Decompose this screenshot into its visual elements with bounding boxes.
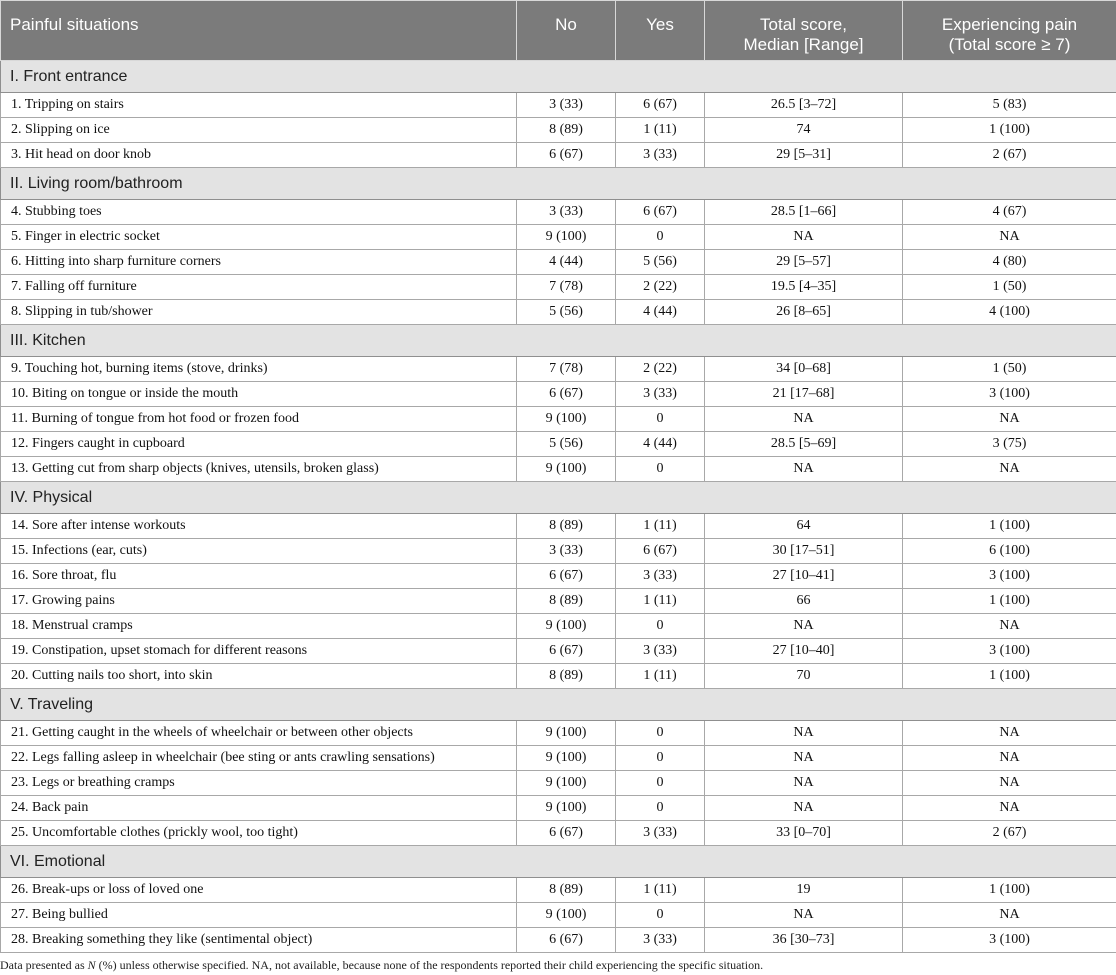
header-total-score	[705, 1, 903, 61]
header-yes: Yes	[616, 1, 705, 61]
yes-cell: 6 (67)	[616, 539, 705, 564]
section-title: I. Front entrance	[1, 61, 1116, 93]
section-title: IV. Physical	[1, 482, 1116, 514]
table-row	[1, 589, 1116, 614]
total-score-cell: 33 [0–70]	[705, 821, 903, 846]
experiencing-pain-cell: NA	[903, 721, 1116, 746]
table-body	[1, 61, 1116, 953]
table-row	[1, 225, 1116, 250]
experiencing-pain-cell: 4 (80)	[903, 250, 1116, 275]
total-score-cell: 36 [30–73]	[705, 928, 903, 953]
total-score-cell: NA	[705, 721, 903, 746]
situation-cell: 2. Slipping on ice	[1, 118, 517, 143]
yes-cell: 0	[616, 407, 705, 432]
yes-cell: 0	[616, 614, 705, 639]
situation-cell: 9. Touching hot, burning items (stove, drinks)	[1, 357, 517, 382]
section-title: V. Traveling	[1, 689, 1116, 721]
situation-cell: 22. Legs falling asleep in wheelchair (bee sting or ants crawling sensations)	[1, 746, 517, 771]
experiencing-pain-cell: 1 (100)	[903, 589, 1116, 614]
situation-cell: 3. Hit head on door knob	[1, 143, 517, 168]
yes-cell: 4 (44)	[616, 432, 705, 457]
total-score-cell: 30 [17–51]	[705, 539, 903, 564]
no-cell: 9 (100)	[517, 746, 616, 771]
table-row	[1, 928, 1116, 953]
total-score-cell: 19	[705, 878, 903, 903]
no-cell: 6 (67)	[517, 564, 616, 589]
header-row	[1, 1, 1116, 61]
yes-cell: 0	[616, 796, 705, 821]
footnote-text: (%) unless otherwise specified. NA, not available, because none of the respondents reported their child experiencing the specific situation.	[95, 958, 764, 972]
yes-cell: 4 (44)	[616, 300, 705, 325]
no-cell: 4 (44)	[517, 250, 616, 275]
total-score-cell: NA	[705, 407, 903, 432]
no-cell: 8 (89)	[517, 514, 616, 539]
no-cell: 8 (89)	[517, 878, 616, 903]
situation-cell: 14. Sore after intense workouts	[1, 514, 517, 539]
situation-cell: 15. Infections (ear, cuts)	[1, 539, 517, 564]
total-score-cell: 66	[705, 589, 903, 614]
experiencing-pain-cell: NA	[903, 771, 1116, 796]
experiencing-pain-cell: 6 (100)	[903, 539, 1116, 564]
header-total-score-line2: Median [Range]	[743, 35, 864, 54]
section-title: VI. Emotional	[1, 846, 1116, 878]
total-score-cell: 70	[705, 664, 903, 689]
total-score-cell: NA	[705, 614, 903, 639]
total-score-cell: 34 [0–68]	[705, 357, 903, 382]
table-row	[1, 407, 1116, 432]
experiencing-pain-cell: 2 (67)	[903, 821, 1116, 846]
header-no: No	[517, 1, 616, 61]
yes-cell: 0	[616, 771, 705, 796]
situation-cell: 27. Being bullied	[1, 903, 517, 928]
table-row	[1, 514, 1116, 539]
no-cell: 3 (33)	[517, 539, 616, 564]
situation-cell: 24. Back pain	[1, 796, 517, 821]
yes-cell: 3 (33)	[616, 382, 705, 407]
header-situation: Painful situations	[1, 1, 517, 61]
situation-cell: 18. Menstrual cramps	[1, 614, 517, 639]
table-row	[1, 664, 1116, 689]
experiencing-pain-cell: 2 (67)	[903, 143, 1116, 168]
experiencing-pain-cell: 1 (50)	[903, 275, 1116, 300]
experiencing-pain-cell: 1 (100)	[903, 664, 1116, 689]
table-row	[1, 250, 1116, 275]
total-score-cell: NA	[705, 746, 903, 771]
total-score-cell: 29 [5–31]	[705, 143, 903, 168]
yes-cell: 6 (67)	[616, 200, 705, 225]
experiencing-pain-cell: 5 (83)	[903, 93, 1116, 118]
situation-cell: 19. Constipation, upset stomach for different reasons	[1, 639, 517, 664]
situation-cell: 13. Getting cut from sharp objects (knives, utensils, broken glass)	[1, 457, 517, 482]
footnote-n-symbol: N	[87, 958, 96, 972]
situation-cell: 23. Legs or breathing cramps	[1, 771, 517, 796]
situation-cell: 21. Getting caught in the wheels of wheelchair or between other objects	[1, 721, 517, 746]
situation-cell: 8. Slipping in tub/shower	[1, 300, 517, 325]
experiencing-pain-cell: 1 (100)	[903, 878, 1116, 903]
yes-cell: 1 (11)	[616, 878, 705, 903]
experiencing-pain-cell: NA	[903, 903, 1116, 928]
yes-cell: 0	[616, 721, 705, 746]
table-row	[1, 432, 1116, 457]
table-row	[1, 796, 1116, 821]
no-cell: 8 (89)	[517, 589, 616, 614]
section-header-row	[1, 846, 1116, 878]
section-title: II. Living room/bathroom	[1, 168, 1116, 200]
header-experiencing-line1: Experiencing pain	[941, 15, 1078, 34]
no-cell: 7 (78)	[517, 275, 616, 300]
no-cell: 6 (67)	[517, 143, 616, 168]
header-experiencing-pain	[903, 1, 1116, 61]
table-row	[1, 118, 1116, 143]
section-title: III. Kitchen	[1, 325, 1116, 357]
yes-cell: 0	[616, 746, 705, 771]
total-score-cell: 64	[705, 514, 903, 539]
header-total-score-line1: Total score,	[760, 15, 847, 34]
no-cell: 8 (89)	[517, 664, 616, 689]
experiencing-pain-cell: 4 (100)	[903, 300, 1116, 325]
total-score-cell: 29 [5–57]	[705, 250, 903, 275]
situation-cell: 25. Uncomfortable clothes (prickly wool, too tight)	[1, 821, 517, 846]
no-cell: 5 (56)	[517, 300, 616, 325]
yes-cell: 1 (11)	[616, 589, 705, 614]
situation-cell: 1. Tripping on stairs	[1, 93, 517, 118]
table-row	[1, 357, 1116, 382]
experiencing-pain-cell: NA	[903, 614, 1116, 639]
section-header-row	[1, 61, 1116, 93]
situation-cell: 10. Biting on tongue or inside the mouth	[1, 382, 517, 407]
situation-cell: 11. Burning of tongue from hot food or frozen food	[1, 407, 517, 432]
yes-cell: 3 (33)	[616, 143, 705, 168]
total-score-cell: NA	[705, 457, 903, 482]
no-cell: 9 (100)	[517, 457, 616, 482]
total-score-cell: 27 [10–41]	[705, 564, 903, 589]
footnote-prefix: Data presented as	[0, 958, 88, 972]
no-cell: 9 (100)	[517, 903, 616, 928]
experiencing-pain-cell: 1 (100)	[903, 118, 1116, 143]
total-score-cell: 27 [10–40]	[705, 639, 903, 664]
no-cell: 9 (100)	[517, 796, 616, 821]
yes-cell: 1 (11)	[616, 118, 705, 143]
table-row	[1, 771, 1116, 796]
yes-cell: 6 (67)	[616, 93, 705, 118]
yes-cell: 0	[616, 903, 705, 928]
section-header-row	[1, 689, 1116, 721]
no-cell: 7 (78)	[517, 357, 616, 382]
table-row	[1, 639, 1116, 664]
table-row	[1, 746, 1116, 771]
experiencing-pain-cell: 4 (67)	[903, 200, 1116, 225]
total-score-cell: 19.5 [4–35]	[705, 275, 903, 300]
yes-cell: 3 (33)	[616, 821, 705, 846]
situation-cell: 28. Breaking something they like (sentimental object)	[1, 928, 517, 953]
yes-cell: 1 (11)	[616, 514, 705, 539]
total-score-cell: 28.5 [5–69]	[705, 432, 903, 457]
experiencing-pain-cell: NA	[903, 225, 1116, 250]
no-cell: 9 (100)	[517, 721, 616, 746]
situation-cell: 6. Hitting into sharp furniture corners	[1, 250, 517, 275]
yes-cell: 2 (22)	[616, 275, 705, 300]
table-row	[1, 300, 1116, 325]
total-score-cell: NA	[705, 796, 903, 821]
no-cell: 9 (100)	[517, 771, 616, 796]
table-row	[1, 457, 1116, 482]
yes-cell: 2 (22)	[616, 357, 705, 382]
no-cell: 5 (56)	[517, 432, 616, 457]
experiencing-pain-cell: 3 (75)	[903, 432, 1116, 457]
total-score-cell: NA	[705, 225, 903, 250]
table-row	[1, 93, 1116, 118]
situation-cell: 16. Sore throat, flu	[1, 564, 517, 589]
experiencing-pain-cell: NA	[903, 457, 1116, 482]
no-cell: 3 (33)	[517, 93, 616, 118]
experiencing-pain-cell: 3 (100)	[903, 928, 1116, 953]
no-cell: 9 (100)	[517, 614, 616, 639]
total-score-cell: 21 [17–68]	[705, 382, 903, 407]
experiencing-pain-cell: 1 (100)	[903, 514, 1116, 539]
table-row	[1, 564, 1116, 589]
section-header-row	[1, 325, 1116, 357]
experiencing-pain-cell: NA	[903, 746, 1116, 771]
total-score-cell: NA	[705, 903, 903, 928]
table-row	[1, 143, 1116, 168]
section-header-row	[1, 482, 1116, 514]
header-experiencing-line2: (Total score ≥ 7)	[948, 35, 1071, 54]
situation-cell: 7. Falling off furniture	[1, 275, 517, 300]
experiencing-pain-cell: 1 (50)	[903, 357, 1116, 382]
situation-cell: 12. Fingers caught in cupboard	[1, 432, 517, 457]
no-cell: 8 (89)	[517, 118, 616, 143]
experiencing-pain-cell: 3 (100)	[903, 639, 1116, 664]
total-score-cell: 26.5 [3–72]	[705, 93, 903, 118]
situation-cell: 26. Break-ups or loss of loved one	[1, 878, 517, 903]
situation-cell: 17. Growing pains	[1, 589, 517, 614]
yes-cell: 5 (56)	[616, 250, 705, 275]
section-header-row	[1, 168, 1116, 200]
table-row	[1, 878, 1116, 903]
yes-cell: 3 (33)	[616, 639, 705, 664]
table-footnote	[0, 958, 1116, 973]
yes-cell: 0	[616, 225, 705, 250]
yes-cell: 1 (11)	[616, 664, 705, 689]
total-score-cell: 28.5 [1–66]	[705, 200, 903, 225]
yes-cell: 0	[616, 457, 705, 482]
total-score-cell: 74	[705, 118, 903, 143]
experiencing-pain-cell: NA	[903, 796, 1116, 821]
no-cell: 9 (100)	[517, 225, 616, 250]
yes-cell: 3 (33)	[616, 928, 705, 953]
no-cell: 6 (67)	[517, 928, 616, 953]
experiencing-pain-cell: NA	[903, 407, 1116, 432]
total-score-cell: NA	[705, 771, 903, 796]
no-cell: 6 (67)	[517, 639, 616, 664]
yes-cell: 3 (33)	[616, 564, 705, 589]
table-row	[1, 821, 1116, 846]
total-score-cell: 26 [8–65]	[705, 300, 903, 325]
table-row	[1, 275, 1116, 300]
situation-cell: 20. Cutting nails too short, into skin	[1, 664, 517, 689]
table-row	[1, 382, 1116, 407]
no-cell: 9 (100)	[517, 407, 616, 432]
no-cell: 3 (33)	[517, 200, 616, 225]
situation-cell: 4. Stubbing toes	[1, 200, 517, 225]
table-row	[1, 614, 1116, 639]
table-header	[1, 1, 1116, 61]
situation-cell: 5. Finger in electric socket	[1, 225, 517, 250]
table-row	[1, 539, 1116, 564]
no-cell: 6 (67)	[517, 821, 616, 846]
table-row	[1, 721, 1116, 746]
experiencing-pain-cell: 3 (100)	[903, 382, 1116, 407]
table-row	[1, 200, 1116, 225]
table-row	[1, 903, 1116, 928]
experiencing-pain-cell: 3 (100)	[903, 564, 1116, 589]
no-cell: 6 (67)	[517, 382, 616, 407]
